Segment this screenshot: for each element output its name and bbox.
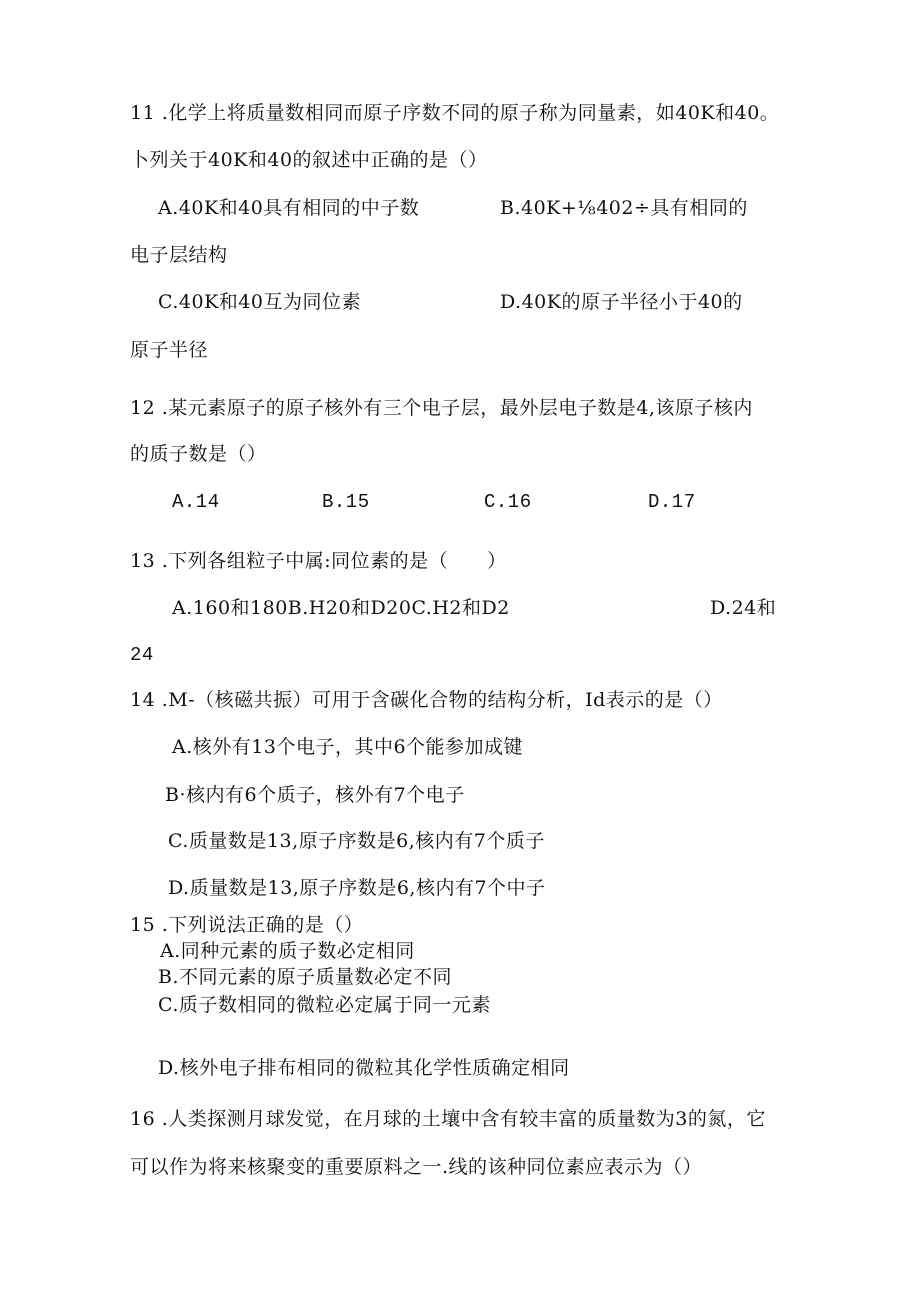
q16-stem-line1: 16 .人类探测月球发觉，在月球的土壤中含有较丰富的质量数为3的氮，它 xyxy=(130,1108,766,1130)
q13-stem: 13 .下列各组粒子中属:同位素的是（ ） xyxy=(130,550,507,572)
q12-option-a: A.14 xyxy=(172,491,220,513)
q11-option-c: C.40K和40互为同位素 xyxy=(158,291,361,313)
q12-option-c: C.16 xyxy=(484,491,532,513)
q11-stem-line2: 卜列关于40K和40的叙述中正确的是（） xyxy=(130,149,488,171)
q12-stem-line2: 的质子数是（） xyxy=(130,443,267,465)
q12-option-b: B.15 xyxy=(322,491,370,513)
q11-option-d-continuation: 原子半径 xyxy=(130,339,209,361)
q15-option-b: B.不同元素的原子质量数必定不同 xyxy=(158,966,453,988)
q12-stem-line1: 12 .某元素原子的原子核外有三个电子层，最外层电子数是4,该原子核内 xyxy=(130,397,753,419)
q15-stem: 15 .下列说法正确的是（） xyxy=(130,914,364,936)
q15-option-c: C.质子数相同的微粒必定属于同一元素 xyxy=(158,994,491,1016)
q11-option-a: A.40K和40具有相同的中子数 xyxy=(158,197,420,219)
q14-option-d: D.质量数是13,原子序数是6,核内有7个中子 xyxy=(168,877,546,899)
q14-stem: 14 .M-（核磁共振）可用于含碳化合物的结构分析，Id表示的是（） xyxy=(130,689,723,711)
q14-option-c: C.质量数是13,原子序数是6,核内有7个质子 xyxy=(168,830,545,852)
q11-option-b: B.40K+⅛402÷具有相同的 xyxy=(500,197,748,219)
q11-option-b-continuation: 电子层结构 xyxy=(130,244,228,266)
q11-stem-line1: 11 .化学上将质量数相同而原子序数不同的原子称为同量素，如40K和40。 xyxy=(130,102,780,124)
q13-option-d-continuation: 24 xyxy=(130,644,154,666)
q13-option-d: D.24和 xyxy=(710,597,777,619)
q12-option-d: D.17 xyxy=(648,491,696,513)
q11-option-d: D.40K的原子半径小于40的 xyxy=(500,291,743,313)
q15-option-a: A.同种元素的质子数必定相同 xyxy=(160,940,415,962)
q14-option-b: B·核内有6个质子，核外有7个电子 xyxy=(165,784,465,806)
q13-options-abc: A.160和180B.H20和D20C.H2和D2 xyxy=(172,597,510,619)
q14-option-a: A.核外有13个电子，其中6个能参加成键 xyxy=(172,736,524,758)
q15-option-d: D.核外电子排布相同的微粒其化学性质确定相同 xyxy=(158,1057,570,1079)
q16-stem-line2: 可以作为将来核聚变的重要原料之一.线的该种同位素应表示为（） xyxy=(130,1156,703,1178)
